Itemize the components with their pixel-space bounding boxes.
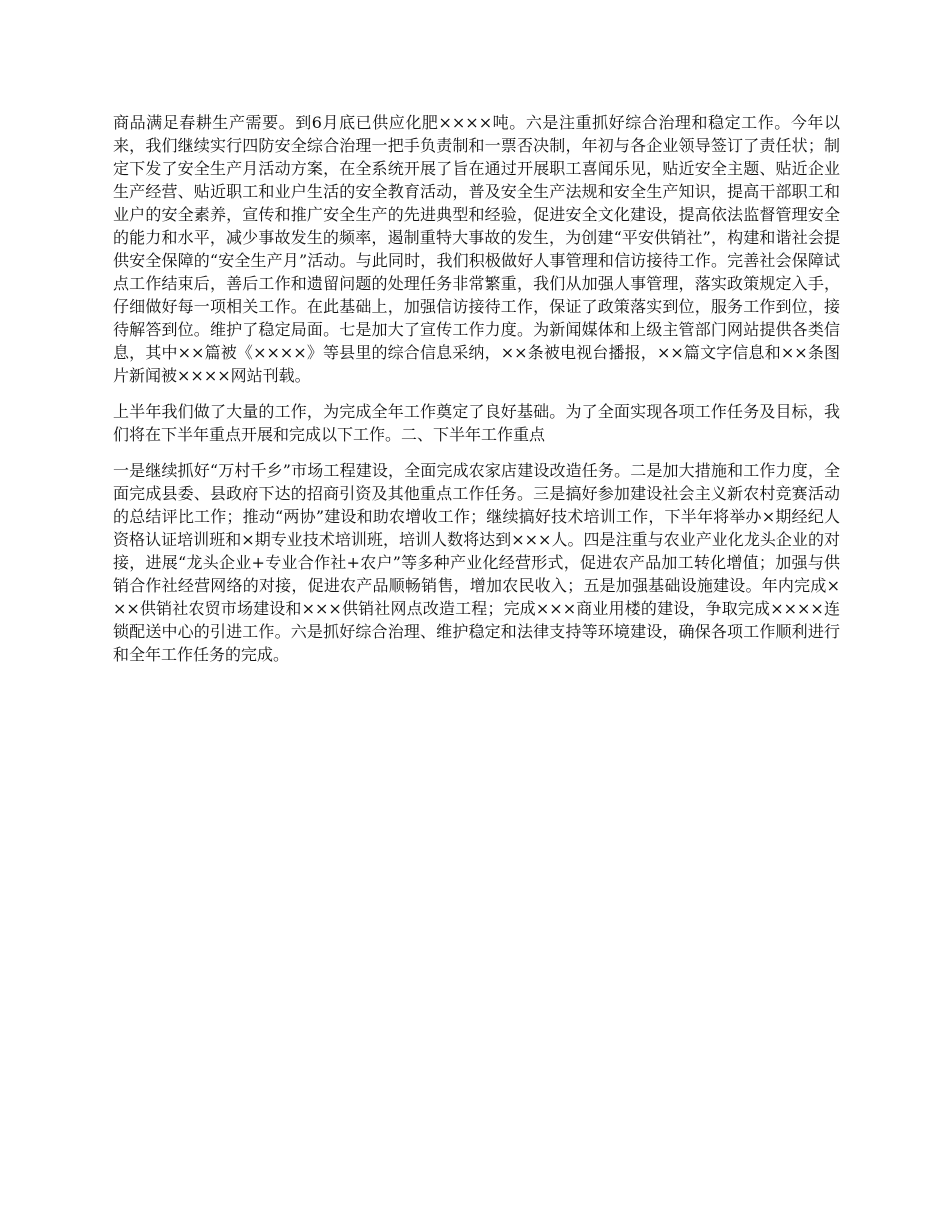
paragraph-summary-transition: 上半年我们做了大量的工作，为完成全年工作奠定了良好基础。为了全面实现各项工作任务及目标，我们将在下半年重点开展和完成以下工作。二、下半年工作重点 — [113, 402, 840, 444]
paragraph-safety-and-publicity: 商品满足春耕生产需要。到6月底已供应化肥××××吨。六是注重抓好综合治理和稳定工作。今年以来，我们继续实行四防安全综合治理一把手负责制和一票否决制，年初与各企业领导签订了责任状；制定下发了安全生产月活动方案，在全系统开展了旨在通过开展职工喜闻乐见，贴近安全主题、贴近企业生产经营、贴近职工和业户生活的安全教育活动，普及安全生产法规和安全生产知识，提高干部职工和业户的安全素养，宣传和推广安全生产的先进典型和经验，促进安全文化建设，提高依法监督管理安全的能力和水平，减少事故发生的频率，遏制重特大事故的发生，为创建“平安供销社”，构建和谐社会提供安全保障的“安全生产月”活动。与此同时，我们积极做好人事管理和信访接待工作。完善社会保障试点工作结束后，善后工作和遗留问题的处理任务非常繁重，我们从加强人事管理，落实政策规定入手，仔细做好每一项相关工作。在此基础上，加强信访接待工作，保证了政策落实到位，服务工作到位，接待解答到位。维护了稳定局面。七是加大了宣传工作力度。为新闻媒体和上级主管部门网站提供各类信息，其中××篇被《××××》等县里的综合信息采纳，××条被电视台播报，××篇文字信息和××条图片新闻被××××网站刊载。 — [113, 113, 840, 385]
document-page — [113, 111, 840, 666]
paragraph-second-half-priorities: 一是继续抓好“万村千乡”市场工程建设，全面完成农家店建设改造任务。二是加大措施和工作力度，全面完成县委、县政府下达的招商引资及其他重点工作任务。三是搞好参加建设社会主义新农村竞赛活动的总结评比工作；推动“两协”建设和助农增收工作；继续搞好技术培训工作，下半年将举办×期经纪人资格认证培训班和×期专业技术培训班，培训人数将达到×××人。四是注重与农业产业化龙头企业的对接，进展“龙头企业+专业合作社+农户”等多种产业化经营形式，促进农产品加工转化增值；加强与供销合作社经营网络的对接，促进农产品顺畅销售，增加农民收入；五是加强基础设施建设。年内完成×××供销社农贸市场建设和×××供销社网点改造工程；完成×××商业用楼的建设，争取完成××××连锁配送中心的引进工作。六是抓好综合治理、维护稳定和法律支持等环境建设，确保各项工作顺利进行和全年工作任务的完成。 — [113, 461, 840, 664]
